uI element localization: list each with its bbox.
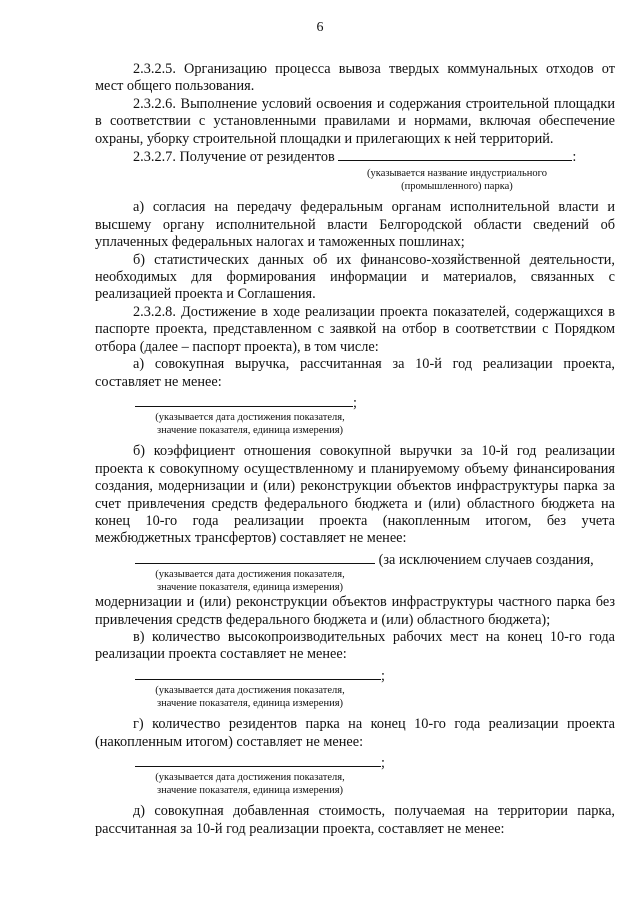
indicator-g-blank [135,754,381,767]
indicator-a-hint [145,412,355,437]
subparagraph-b-statistics: б) статистических данных об их финансово-хозяйственной деятельности, необходимых для формирования информации и материалов, связанных с реализацией проекта и Соглашения. [95,251,615,303]
fill-hint-line1: (указывается дата достижения показателя, [155,412,345,424]
paragraph-2-3-2-6: 2.3.2.6. Выполнение условий освоения и содержания строительной площадки в соответствии с установленными правилами и нормами, включая обеспечение охраны, уборку строительной площадки и прилегающих к ней территорий. [95,95,615,147]
paragraph-2-3-2-7 [95,148,615,166]
paragraph-2-3-2-8: 2.3.2.8. Достижение в ходе реализации проекта показателей, содержащихся в паспорте проекта, представленном с заявкой на отбор в соответствии с Порядком отбора (далее – паспорт проекта), в том числе: [95,303,615,355]
indicator-b-after-blank: (за исключением случаев создания, [378,551,594,568]
fill-hint-line2: значение показателя, единица измерения) [156,697,344,709]
park-name-hint-line2: (промышленного) парка) [401,180,513,192]
semicolon: ; [353,394,357,411]
fill-hint-line1: (указывается дата достижения показателя, [155,772,345,784]
indicator-a-fill [95,394,615,437]
indicator-b-coefficient: б) коэффициент отношения совокупной выручки за 10-й год реализации проекта к совокупному осуществленному и планируемому объему финансирования создания, модернизации и (или) реконструкции объектов инфраструктуры парка за счет привлечения средств федерального бюджета и (или) областного бюджета на конец 10-го года реализации проекта (накопленным итогом, без учета межбюджетных трансфертов) составляет не менее: [95,443,615,547]
indicator-v-fill [95,667,615,710]
fill-hint-line1: (указывается дата достижения показателя, [155,569,345,581]
page-number: 6 [316,20,324,35]
fill-hint-line2: значение показателя, единица измерения) [156,581,344,593]
indicator-v-blank [135,667,381,680]
fill-hint-line2: значение показателя, единица измерения) [156,424,344,436]
indicator-b-continuation: модернизации и (или) реконструкции объектов инфраструктуры частного парка без привлечения средств федерального бюджета и (или) областного бюджета); [95,594,615,628]
indicator-d-value-added: д) совокупная добавленная стоимость, получаемая на территории парка, рассчитанная за 10-й год реализации проекта, составляет не менее: [95,803,615,837]
subparagraph-a-consent: а) согласия на передачу федеральным органам исполнительной власти и высшему органу исполнительной власти Белгородской области сведений об уплаченных федеральных налогах и таможенных пошлинах; [95,199,615,251]
indicator-b-fill [95,551,615,594]
semicolon: ; [381,755,385,771]
indicator-g-hint [145,772,355,797]
indicator-b-hint [145,569,355,594]
paragraph-2-3-2-5: 2.3.2.5. Организацию процесса вывоза твердых коммунальных отходов от мест общего пользования. [95,61,615,95]
indicator-b-blank [135,551,375,564]
indicator-g-fill [95,754,615,797]
colon: : [572,149,577,166]
document-body [95,61,615,838]
paragraph-2-3-2-7-text: 2.3.2.7. Получение от резидентов [133,149,335,166]
indicator-v-jobs: в) количество высокопроизводительных рабочих мест на конец 10-го года реализации проекта составляет не менее: [95,628,615,663]
park-name-blank [338,148,572,161]
indicator-a-blank [135,394,353,407]
indicator-v-hint [145,685,355,710]
indicator-a-revenue: а) совокупная выручка, рассчитанная за 10-й год реализации проекта, составляет не менее: [95,356,615,390]
park-name-hint-line1: (указывается название индустриального [367,168,547,180]
park-name-hint [337,168,577,193]
fill-hint-line1: (указывается дата достижения показателя, [155,685,345,697]
indicator-g-residents: г) количество резидентов парка на конец 10-го года реализации проекта (накопленным итогом) составляет не менее: [95,716,615,750]
fill-hint-line2: значение показателя, единица измерения) [156,784,344,796]
semicolon: ; [381,667,385,684]
